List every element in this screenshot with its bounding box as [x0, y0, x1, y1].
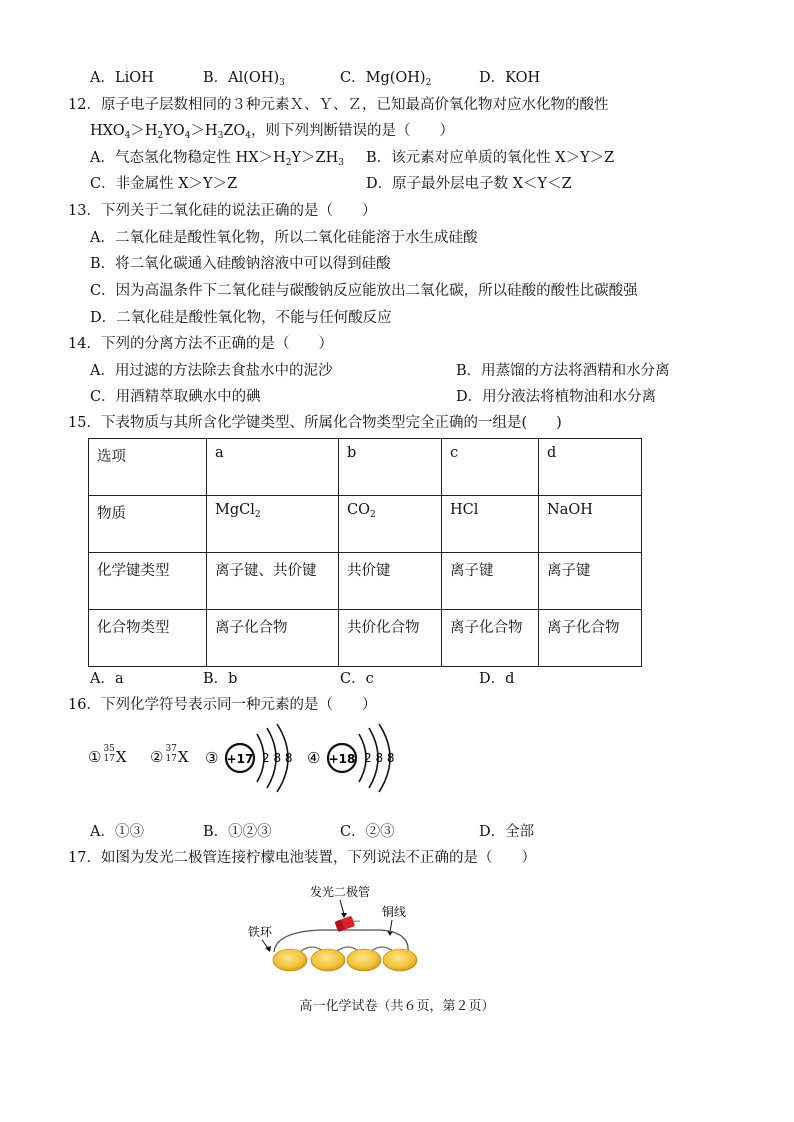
table-cell: HCl: [442, 496, 539, 553]
table-cell: $CO_2$: [339, 496, 442, 553]
q14-option-a: A．用过滤的方法除去食盐水中的泥沙: [90, 363, 333, 379]
iron-arrow: [262, 940, 268, 948]
q14-option-b: B．用蒸馏的方法将酒精和水分离: [456, 363, 670, 379]
q12-stem: 12．原子电子层数相同的３种元素Ｘ、Ｙ、Ｚ，已知最高价氧化物对应水化物的酸性: [68, 97, 609, 113]
q14-option-c: C．用酒精萃取碘水中的碘: [90, 389, 261, 405]
table-cell: 离子化合物: [207, 610, 339, 667]
table-cell: b: [339, 439, 442, 496]
table-cell: 离子键: [539, 553, 642, 610]
lemon-icon: [273, 949, 307, 971]
table-cell: 离子键: [442, 553, 539, 610]
q16-isotope-2: ② 37 17X: [150, 744, 189, 766]
lemon-icon: [311, 949, 345, 971]
q15-option-a: A．a: [90, 671, 124, 687]
q15-option-d: D．d: [479, 671, 515, 687]
atom-3-marker: ③: [205, 749, 219, 767]
q16-isotope-1: ① 35 17X: [88, 744, 127, 766]
table-cell: 离子化合物: [539, 610, 642, 667]
copper-arrow: [390, 920, 392, 932]
iron-arrow-head: [265, 946, 271, 952]
table-cell: d: [539, 439, 642, 496]
lemon-icon: [383, 949, 417, 971]
q12-option-a: A．气态氢化物稳定性 $HX>H_2Y>ZH_3$: [90, 150, 344, 168]
lemon-icon: [347, 949, 381, 971]
q17-stem: 17．如图为发光二极管连接柠檬电池装置，下列说法不正确的是（ ）: [68, 850, 536, 866]
atom-4-marker: ④: [307, 749, 321, 767]
inter-lemon-wires: [300, 947, 394, 952]
table-cell: c: [442, 439, 539, 496]
q15-table: [88, 438, 642, 667]
q13-option-b: B．将二氧化碳通入硅酸钠溶液中可以得到硅酸: [90, 256, 391, 272]
lemon-battery-figure: [240, 880, 430, 976]
nucleus-charge: +17: [226, 752, 254, 766]
q14-option-d: D．用分液法将植物油和水分离: [456, 389, 657, 405]
atom-structure-3: [205, 724, 293, 792]
q14-stem: 14．下列的分离方法不正确的是（ ）: [68, 336, 333, 352]
page-footer: 高一化学试卷（共６页，第２页）: [299, 999, 495, 1014]
table-cell: 化合物类型: [89, 610, 207, 667]
led-label: 发光二极管: [310, 885, 371, 899]
shell-electrons: 2 8 8: [262, 751, 293, 765]
q15-option-b: B．b: [203, 671, 238, 687]
q13-option-a: A．二氧化硅是酸性氧化物，所以二氧化硅能溶于水生成硅酸: [90, 230, 478, 246]
shell-electrons: 2 8 8: [364, 751, 395, 765]
nucleus-charge: +18: [328, 752, 356, 766]
table-row: [89, 610, 642, 667]
atom-structure-4: [307, 724, 395, 792]
q16-stem: 16．下列化学符号表示同一种元素的是（ ）: [68, 697, 377, 713]
table-row: [89, 439, 642, 496]
q16-option-a: A．①③: [90, 824, 144, 840]
q13-stem: 13．下列关于二氧化硅的说法正确的是（ ）: [68, 203, 377, 219]
q16-option-c: C．②③: [340, 824, 395, 840]
q12-option-c: C．非金属性 X＞Y＞Z: [90, 176, 238, 192]
table-cell: 化学键类型: [89, 553, 207, 610]
table-row: [89, 496, 642, 553]
copper-wire-label: 铜线: [382, 905, 407, 919]
table-cell: a: [207, 439, 339, 496]
table-cell: 物质: [89, 496, 207, 553]
table-cell: 离子键、共价键: [207, 553, 339, 610]
q15-option-c: C．c: [340, 671, 374, 687]
q11-option-a: A．LiOH: [90, 70, 154, 86]
table-cell: NaOH: [539, 496, 642, 553]
led-arrow: [340, 900, 344, 914]
q12-option-d: D．原子最外层电子数 X＜Y＜Z: [366, 176, 572, 192]
table-cell: 共价键: [339, 553, 442, 610]
q13-option-d: D．二氧化硅是酸性氧化物，不能与任何酸反应: [90, 310, 392, 326]
q16-option-b: B．①②③: [203, 824, 272, 840]
led-arrow-head: [341, 913, 347, 918]
q11-option-d: D．KOH: [479, 70, 541, 86]
table-cell: 离子化合物: [442, 610, 539, 667]
led-icon: [335, 914, 361, 933]
q13-option-c: C．因为高温条件下二氧化硅与碳酸钠反应能放出二氧化碳，所以硅酸的酸性比碳酸强: [90, 283, 638, 299]
q16-atom-diagrams: [205, 718, 405, 798]
table-cell: MgCl$_2$: [207, 496, 339, 553]
q12-stem-formula: $HXO_4>H_2YO_4>H_3ZO_4$，则下列判断错误的是（ ）: [90, 123, 455, 141]
table-cell: 共价化合物: [339, 610, 442, 667]
table-row: [89, 553, 642, 610]
q12-option-b: B．该元素对应单质的氧化性 X＞Y＞Z: [366, 150, 615, 166]
q11-option-b: B．$Al(OH)_3$: [203, 70, 285, 88]
iron-ring-label: 铁环: [248, 925, 273, 939]
q11-option-c: C．$Mg(OH)_2$: [340, 70, 432, 88]
q15-stem: 15．下表物质与其所含化学键类型、所属化合物类型完全正确的一组是( ): [68, 415, 562, 431]
table-cell: 选项: [89, 439, 207, 496]
q16-option-d: D．全部: [479, 824, 535, 840]
